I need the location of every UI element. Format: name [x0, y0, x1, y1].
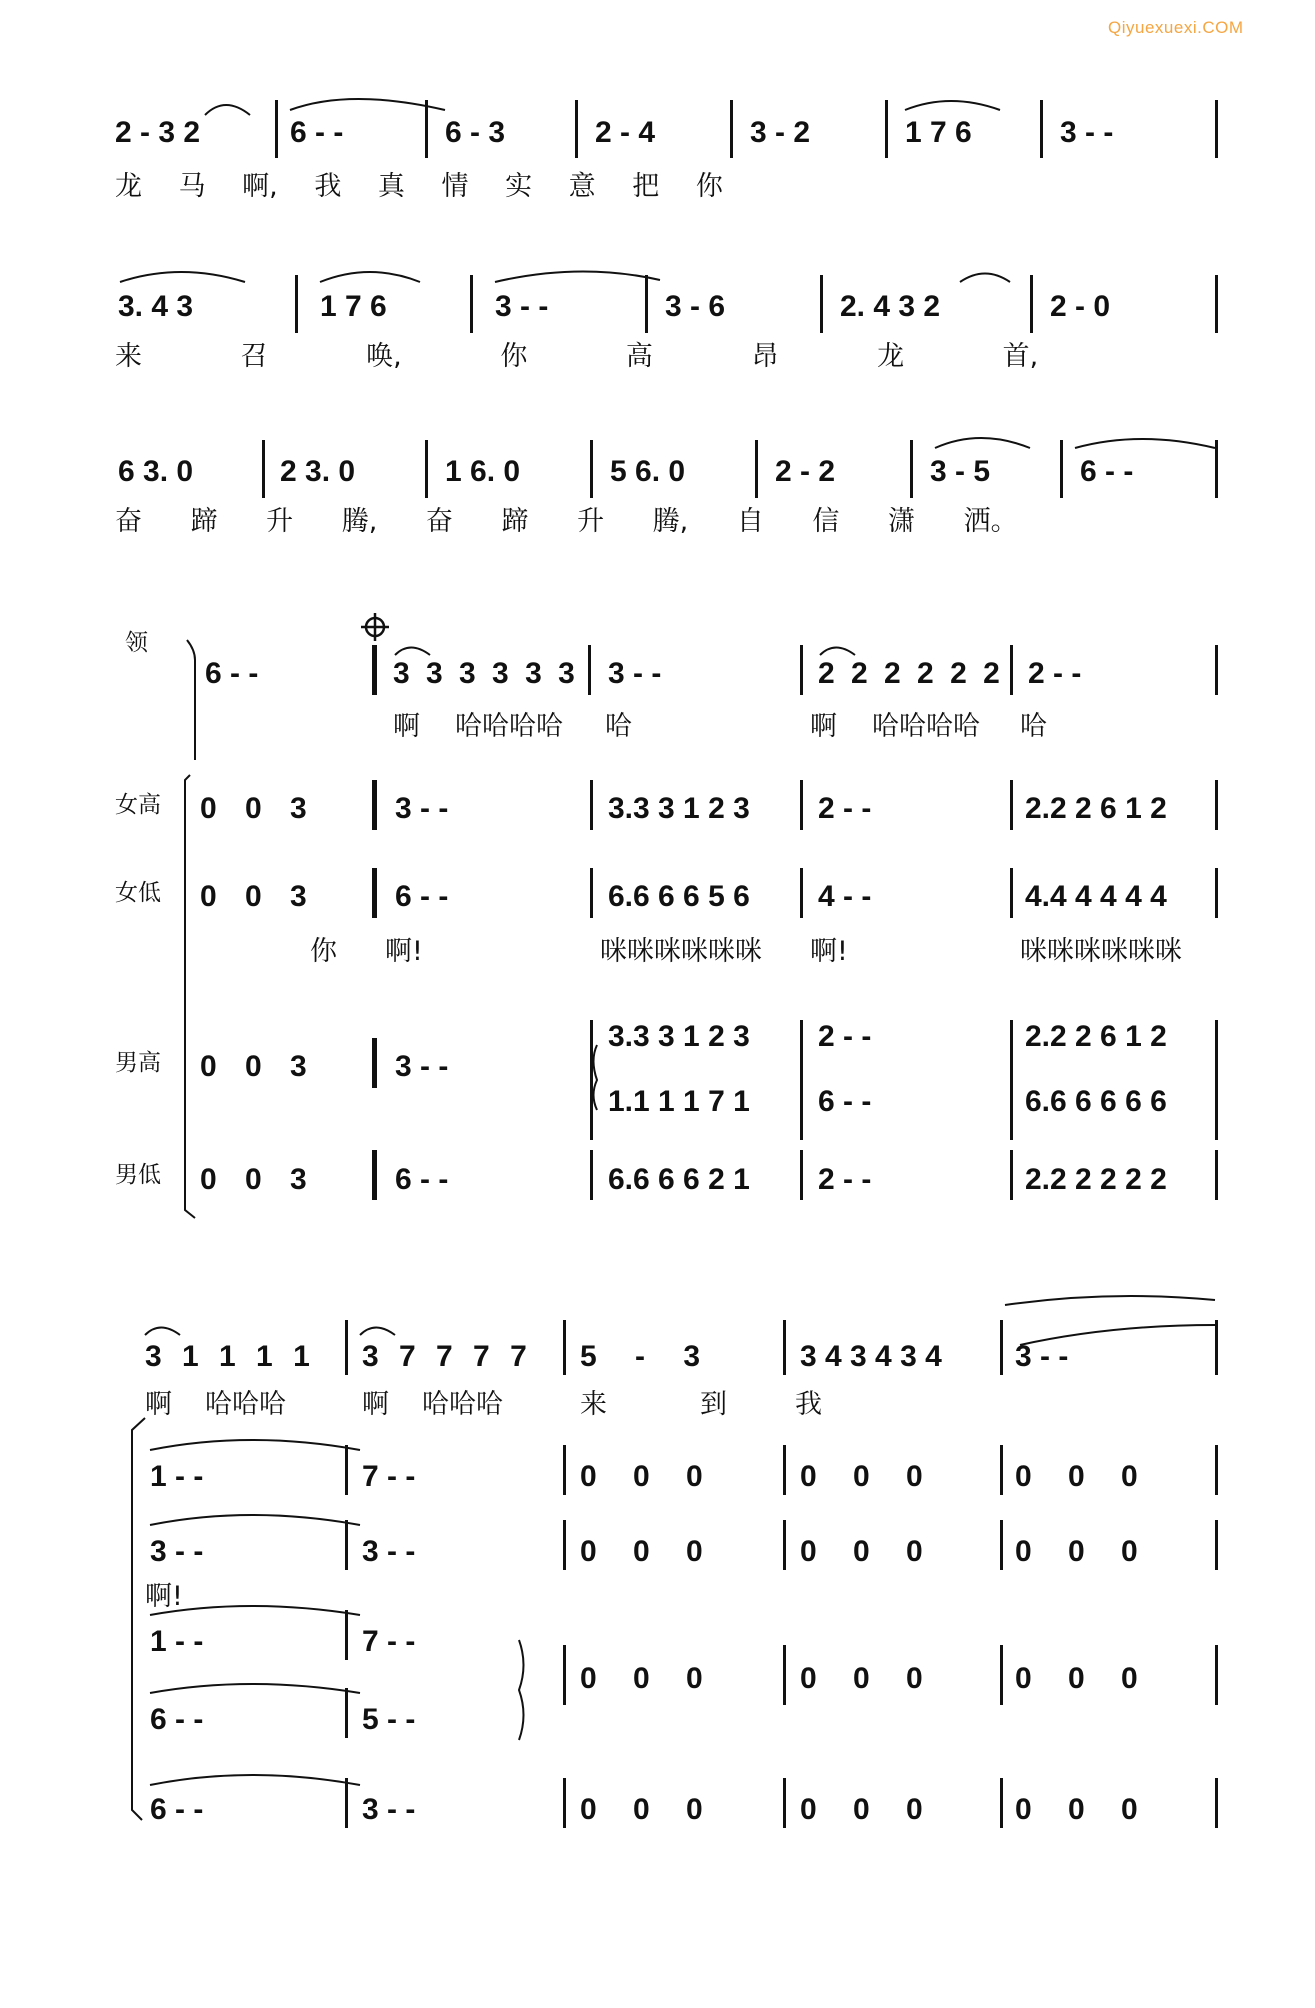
lead-measure-5: 3 - - — [1015, 1340, 1069, 1373]
barline — [563, 1520, 566, 1570]
soprano-measure-5: 0 0 0 — [1015, 1460, 1138, 1493]
measure-1: 2 - 3 2 — [115, 116, 201, 149]
measure-1: 3. 4 3 — [118, 290, 194, 323]
bass-measure-4: 0 0 0 — [800, 1793, 923, 1826]
barline — [783, 1445, 786, 1495]
measure-2: 6 - - — [290, 116, 344, 149]
part-label-bass: 男低 — [115, 1162, 161, 1188]
alto-measure-5: 0 0 0 — [1015, 1535, 1138, 1568]
barline — [800, 1150, 803, 1200]
barline — [1215, 1778, 1218, 1828]
barline — [470, 275, 473, 333]
lead-lyric: 我 — [795, 1389, 822, 1420]
barline — [783, 1645, 786, 1705]
barline — [800, 780, 803, 830]
soprano-measure-5: 2.2 2 6 1 2 — [1025, 792, 1167, 825]
lead-measure-4: 3 4 3 4 3 4 — [800, 1340, 942, 1373]
lead-lyric: 到 — [700, 1389, 727, 1420]
barline — [1000, 1645, 1003, 1705]
lead-measure-3: 3 - - — [608, 657, 662, 690]
lyrics-line-1: 龙 马 啊, 我 真 情 实 意 把 你 — [115, 171, 723, 202]
barline — [755, 440, 758, 498]
measure-3: 3 - - — [495, 290, 549, 323]
barline — [345, 1688, 348, 1738]
measure-7: 3 - - — [1060, 116, 1114, 149]
tenor-measure-2: 7 - - — [362, 1625, 416, 1658]
repeat-barline — [372, 780, 377, 830]
barline — [910, 440, 913, 498]
barline — [1215, 1020, 1218, 1140]
tenor2-measure-2: 5 - - — [362, 1703, 416, 1736]
tenor-measure-5: 0 0 0 — [1015, 1662, 1138, 1695]
lead-lyric: 哈哈哈 — [205, 1389, 286, 1420]
repeat-barline — [372, 868, 377, 918]
lead-lyric: 哈哈哈 — [422, 1389, 503, 1420]
measure-4: 3 - 6 — [665, 290, 726, 323]
soprano-measure-1: 1 - - — [150, 1460, 204, 1493]
barline — [563, 1645, 566, 1705]
barline — [1030, 275, 1033, 333]
bass-measure-3: 0 0 0 — [580, 1793, 703, 1826]
repeat-barline — [372, 645, 377, 695]
measure-6: 3 - 5 — [930, 455, 991, 488]
soprano-measure-2: 3 - - — [395, 792, 449, 825]
tenor-measure-3-upper: 3.3 3 1 2 3 — [608, 1020, 750, 1053]
lyrics-line-2: 来 召 唤, 你 高 昂 龙 首, — [115, 341, 1039, 372]
part-label-lead: 领 — [125, 630, 148, 656]
barline — [783, 1320, 786, 1375]
barline — [800, 868, 803, 918]
barline — [730, 100, 733, 158]
barline — [783, 1520, 786, 1570]
tenor2-measure-1: 6 - - — [150, 1703, 204, 1736]
measure-3: 1 6. 0 — [445, 455, 521, 488]
bass-measure-5: 2.2 2 2 2 2 — [1025, 1163, 1167, 1196]
tenor-measure-5-upper: 2.2 2 6 1 2 — [1025, 1020, 1167, 1053]
barline — [590, 1020, 593, 1140]
barline — [800, 645, 803, 695]
barline — [1215, 1150, 1218, 1200]
measure-4: 2 - 4 — [595, 116, 656, 149]
soprano-measure-3: 0 0 0 — [580, 1460, 703, 1493]
tenor-measure-3: 0 0 0 — [580, 1662, 703, 1695]
site-watermark: Qiyuexuexi.COM — [1108, 18, 1244, 37]
barline — [1215, 100, 1218, 158]
lead-lyric: 啊 — [393, 711, 420, 742]
measure-2: 1 7 6 — [320, 290, 387, 323]
bass-measure-4: 2 - - — [818, 1163, 872, 1196]
bass-measure-2: 3 - - — [362, 1793, 416, 1826]
barline — [783, 1778, 786, 1828]
lead-lyric: 哈 — [1020, 711, 1047, 742]
lead-lyric: 哈哈哈哈 — [455, 711, 563, 742]
bass-measure-2: 6 - - — [395, 1163, 449, 1196]
barline — [1010, 1150, 1013, 1200]
barline — [645, 275, 648, 333]
barline — [425, 440, 428, 498]
lead-measure-2: 3 7 7 7 7 — [362, 1340, 533, 1373]
barline — [590, 780, 593, 830]
measure-3: 6 - 3 — [445, 116, 506, 149]
barline — [800, 1020, 803, 1140]
measure-2: 2 3. 0 — [280, 455, 356, 488]
lead-measure-5: 2 - - — [1028, 657, 1082, 690]
alto-measure-4: 4 - - — [818, 880, 872, 913]
alto-lyric: 啊! — [810, 936, 848, 967]
tenor-measure-5-lower: 6.6 6 6 6 6 — [1025, 1085, 1167, 1118]
barline — [563, 1778, 566, 1828]
alto-measure-4: 0 0 0 — [800, 1535, 923, 1568]
lead-measure-4: 2 2 2 2 2 2 — [818, 657, 1004, 690]
soprano-measure-4: 0 0 0 — [800, 1460, 923, 1493]
barline — [425, 100, 428, 158]
barline — [1010, 868, 1013, 918]
measure-5: 2 - 2 — [775, 455, 836, 488]
alto-lyric: 咪咪咪咪咪咪 — [1020, 936, 1182, 967]
barline — [1215, 645, 1218, 695]
tenor-measure-2: 3 - - — [395, 1050, 449, 1083]
lead-lyric: 来 — [580, 1389, 607, 1420]
measure-5: 3 - 2 — [750, 116, 811, 149]
barline — [1000, 1520, 1003, 1570]
barline — [1000, 1320, 1003, 1375]
lyrics-line-3: 奋 蹄 升 腾, 奋 蹄 升 腾, 自 信 潇 洒。 — [115, 506, 1018, 537]
barline — [295, 275, 298, 333]
lead-measure-2: 3 3 3 3 3 3 — [393, 657, 579, 690]
barline — [345, 1320, 348, 1375]
measure-7: 6 - - — [1080, 455, 1134, 488]
measure-1: 6 3. 0 — [118, 455, 194, 488]
tenor-measure-4: 0 0 0 — [800, 1662, 923, 1695]
barline — [1215, 1645, 1218, 1705]
bass-measure-5: 0 0 0 — [1015, 1793, 1138, 1826]
measure-4: 5 6. 0 — [610, 455, 686, 488]
barline — [345, 1445, 348, 1495]
barline — [1215, 780, 1218, 830]
soprano-measure-2: 7 - - — [362, 1460, 416, 1493]
measure-6: 2 - 0 — [1050, 290, 1111, 323]
part-label-soprano: 女高 — [115, 792, 161, 818]
barline — [1215, 275, 1218, 333]
lead-measure-1: 3 1 1 1 1 — [145, 1340, 316, 1373]
barline — [275, 100, 278, 158]
tenor-measure-3-lower: 1.1 1 1 7 1 — [608, 1085, 750, 1118]
alto-measure-2: 6 - - — [395, 880, 449, 913]
soprano-measure-4: 2 - - — [818, 792, 872, 825]
barline — [345, 1610, 348, 1660]
barline — [563, 1445, 566, 1495]
repeat-barline — [372, 1038, 377, 1088]
soprano-measure-1: 0 0 3 — [200, 792, 307, 825]
lead-measure-3: 5 - 3 — [580, 1340, 701, 1373]
barline — [1010, 1020, 1013, 1140]
alto-measure-1: 0 0 3 — [200, 880, 307, 913]
barline — [590, 440, 593, 498]
lead-lyric: 啊 — [145, 1389, 172, 1420]
barline — [563, 1320, 566, 1375]
bass-measure-3: 6.6 6 6 2 1 — [608, 1163, 750, 1196]
measure-5: 2. 4 3 2 — [840, 290, 941, 323]
lead-lyric: 哈哈哈哈 — [872, 711, 980, 742]
barline — [1010, 645, 1013, 695]
bass-measure-1: 0 0 3 — [200, 1163, 307, 1196]
part-label-tenor: 男高 — [115, 1050, 161, 1076]
barline — [262, 440, 265, 498]
alto-lyric: 咪咪咪咪咪咪 — [600, 936, 762, 967]
barline — [820, 275, 823, 333]
tenor-measure-4-lower: 6 - - — [818, 1085, 872, 1118]
alto-measure-3: 6.6 6 6 5 6 — [608, 880, 750, 913]
tenor-measure-1: 0 0 3 — [200, 1050, 307, 1083]
barline — [1215, 1520, 1218, 1570]
barline — [1010, 780, 1013, 830]
repeat-barline — [372, 1150, 377, 1200]
barline — [1000, 1445, 1003, 1495]
barline — [590, 1150, 593, 1200]
lead-lyric: 啊 — [810, 711, 837, 742]
alto-measure-3: 0 0 0 — [580, 1535, 703, 1568]
barline — [1040, 100, 1043, 158]
bass-measure-1: 6 - - — [150, 1793, 204, 1826]
alto-measure-5: 4.4 4 4 4 4 — [1025, 880, 1167, 913]
lead-measure-1: 6 - - — [205, 657, 259, 690]
lead-lyric: 哈 — [605, 711, 632, 742]
barline — [885, 100, 888, 158]
barline — [1215, 868, 1218, 918]
barline — [1215, 440, 1218, 498]
barline — [588, 645, 591, 695]
barline — [1000, 1778, 1003, 1828]
tenor-measure-1: 1 - - — [150, 1625, 204, 1658]
barline — [1215, 1320, 1218, 1375]
alto-lyric: 你 — [310, 936, 337, 967]
soprano-measure-3: 3.3 3 1 2 3 — [608, 792, 750, 825]
barline — [345, 1778, 348, 1828]
alto-measure-1: 3 - - — [150, 1535, 204, 1568]
tenor-measure-4-upper: 2 - - — [818, 1020, 872, 1053]
barline — [345, 1520, 348, 1570]
barline — [575, 100, 578, 158]
barline — [1215, 1445, 1218, 1495]
part-label-alto: 女低 — [115, 880, 161, 906]
alto-lyric: 啊! — [145, 1581, 183, 1612]
barline — [590, 868, 593, 918]
lead-lyric: 啊 — [362, 1389, 389, 1420]
barline — [1060, 440, 1063, 498]
alto-lyric: 啊! — [385, 936, 423, 967]
measure-6: 1 7 6 — [905, 116, 972, 149]
alto-measure-2: 3 - - — [362, 1535, 416, 1568]
